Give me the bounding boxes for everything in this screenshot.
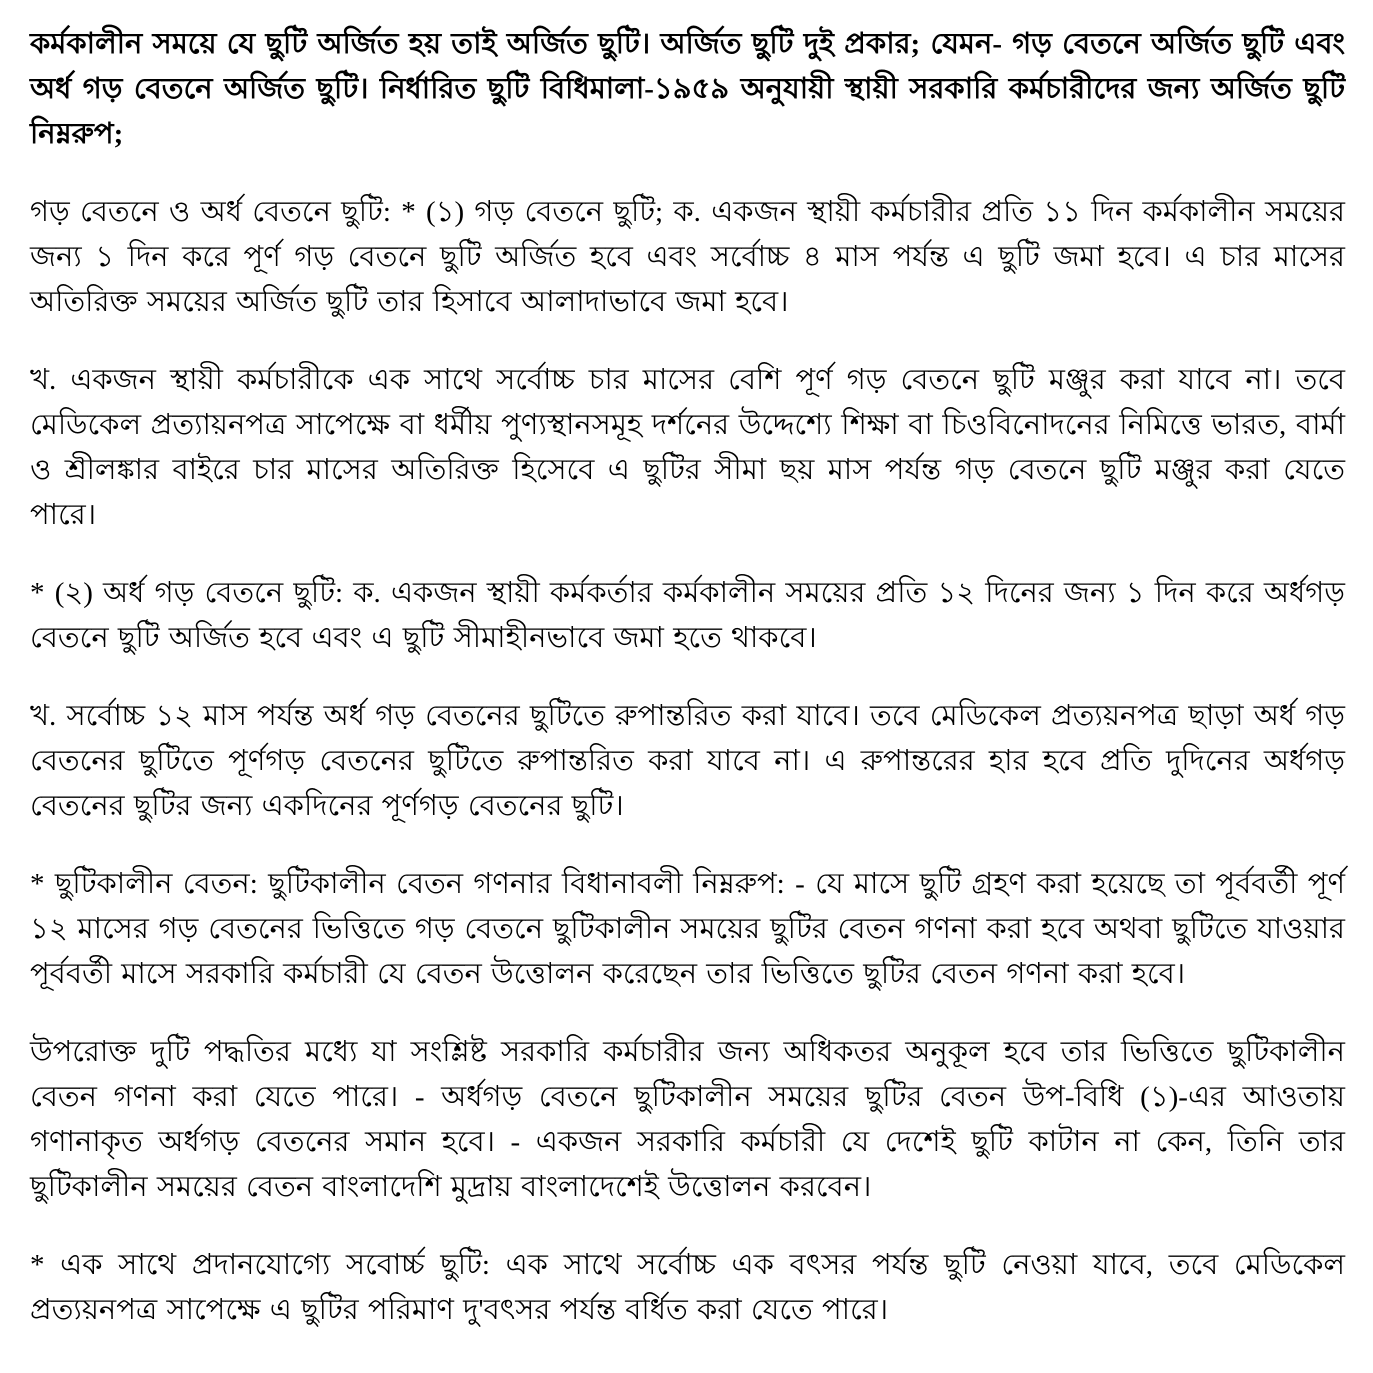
paragraph-full-pay-leave-rule-kha: খ. একজন স্থায়ী কর্মচারীকে এক সাথে সর্বোচ্চ চার মাসের বেশি পূর্ণ গড় বেতনে ছুটি মঞ্জুর করা যাবে না। তবে মেডিকেল প্রত্যায়নপত্র সাপেক্ষে বা ধর্মীয় পুণ্যস্থানসমূহ দর্শনের উদ্দেশ্যে শিক্ষা বা চিওবিনোদনের নিমিত্তে ভারত, বার্মা ও শ্রীলঙ্কার বাইরে চার মাসের অতিরিক্ত হিসেবে এ ছুটির সীমা ছয় মাস পর্যন্ত গড় বেতনে ছুটি মঞ্জুর করা যেতে পারে। [30, 364, 1345, 531]
paragraph-maximum-leave-at-a-time: * এক সাথে প্রদানযোগ্যে সবোর্চ্চ ছুটি: এক সাথে সর্বোচ্চ এক বৎসর পর্যন্ত ছুটি নেওয়া যাবে, তবে মেডিকেল প্রত্যয়নপত্র সাপেক্ষে এ ছুটির পরিমাণ দু'বৎসর পর্যন্ত বর্ধিত করা যেতে পারে। [30, 1249, 1345, 1326]
paragraph-full-pay-leave-rule-ka: গড় বেতনে ও অর্ধ বেতনে ছুটি: * (১) গড় বেতনে ছুটি; ক. একজন স্থায়ী কর্মচারীর প্রতি ১১ দিন কর্মকালীন সময়ের জন্য ১ দিন করে পূর্ণ গড় বেতনে ছুটি অর্জিত হবে এবং সর্বোচ্চ ৪ মাস পর্যন্ত এ ছুটি জমা হবে। এ চার মাসের অতিরিক্ত সময়ের অর্জিত ছুটি তার হিসাবে আলাদাভাবে জমা হবে। [30, 196, 1345, 318]
paragraph-half-pay-leave-rule-ka: * (২) অর্ধ গড় বেতনে ছুটি: ক. একজন স্থায়ী কর্মকর্তার কর্মকালীন সময়ের প্রতি ১২ দিনের জন্য ১ দিন করে অর্ধগড় বেতনে ছুটি অর্জিত হবে এবং এ ছুটি সীমাহীনভাবে জমা হতে থাকবে। [30, 577, 1345, 654]
paragraph-leave-salary-method-choice: উপরোক্ত দুটি পদ্ধতির মধ্যে যা সংশ্লিষ্ট সরকারি কর্মচারীর জন্য অধিকতর অনুকূল হবে তার ভিত্তিতে ছুটিকালীন বেতন গণনা করা যেতে পারে। - অর্ধগড় বেতনে ছুটিকালীন সময়ের ছুটির বেতন উপ-বিধি (১)-এর আওতায় গণানাকৃত অর্ধগড় বেতনের সমান হবে। - একজন সরকারি কর্মচারী যে দেশেই ছুটি কাটান না কেন, তিনি তার ছুটিকালীন সময়ের বেতন বাংলাদেশি মুদ্রায় বাংলাদেশেই উত্তোলন করবেন। [30, 1036, 1345, 1203]
paragraph-earned-leave-definition: কর্মকালীন সময়ে যে ছুটি অর্জিত হয় তাই অর্জিত ছুটি। অর্জিত ছুটি দুই প্রকার; যেমন- গড় বেতনে অর্জিত ছুটি এবং অর্ধ গড় বেতনে অর্জিত ছুটি। নির্ধারিত ছুটি বিধিমালা-১৯৫৯ অনুযায়ী স্থায়ী সরকারি কর্মচারীদের জন্য অর্জিত ছুটি নিম্নরুপ; [30, 28, 1345, 150]
paragraph-half-pay-leave-rule-kha: খ. সর্বোচ্চ ১২ মাস পর্যন্ত অর্ধ গড় বেতনের ছুটিতে রুপান্তরিত করা যাবে। তবে মেডিকেল প্রত্যয়নপত্র ছাড়া অর্ধ গড় বেতনের ছুটিতে পূর্ণগড় বেতনের ছুটিতে রুপান্তরিত করা যাবে না। এ রুপান্তরের হার হবে প্রতি দুদিনের অর্ধগড় বেতনের ছুটির জন্য একদিনের পূর্ণগড় বেতনের ছুটি। [30, 700, 1345, 822]
paragraph-leave-salary-calculation: * ছুটিকালীন বেতন: ছুটিকালীন বেতন গণনার বিধানাবলী নিম্নরুপ: - যে মাসে ছুটি গ্রহণ করা হয়েছে তা পূর্ববর্তী পূর্ণ ১২ মাসের গড় বেতনের ভিত্তিতে গড় বেতনে ছুটিকালীন সময়ের ছুটির বেতন গণনা করা হবে অথবা ছুটিতে যাওয়ার পূর্ববর্তী মাসে সরকারি কর্মচারী যে বেতন উত্তোলন করেছেন তার ভিত্তিতে ছুটির বেতন গণনা করা হবে। [30, 868, 1345, 990]
